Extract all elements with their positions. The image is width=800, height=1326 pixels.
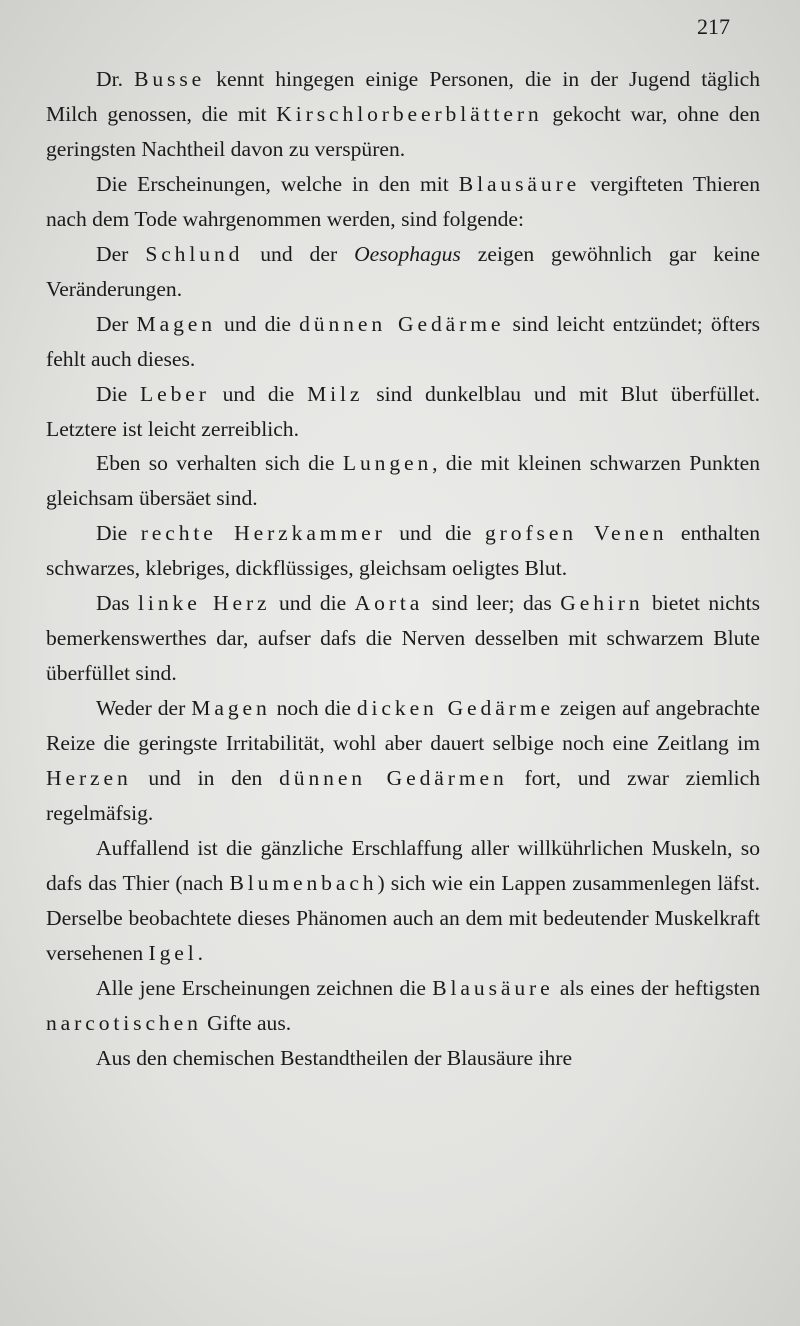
text-segment: zeigen auf angebrachte Reize die geringste Irritabilität, wohl aber dauert selbige noch eine Zeitlang im [46,696,760,756]
text-segment: bietet nichts bemerkenswerthes dar, aufser dafs die Nerven desselben mit schwarzem Blute überfüllet sind. [46,591,761,686]
text-segment: zeigen gewöhnlich gar keine Veränderungen. [46,241,760,301]
text-segment: und die [385,521,485,546]
text-segment: Eben so verhalten sich die [96,451,343,476]
emphasized-text: grofsen Venen [485,521,668,546]
paragraph [46,831,760,971]
text-segment: enthalten schwarzes, klebriges, dickflüssiges, gleichsam oeligtes Blut. [46,521,761,581]
paragraph [46,516,760,586]
emphasized-text: Kirschlorbeerblättern [276,101,543,126]
paragraph [46,62,760,167]
text-segment: Dr. [96,67,135,91]
text-segment: Die [96,521,141,546]
paragraph [46,237,760,307]
emphasized-text: Blausäure [432,975,554,1000]
text-segment: Der [96,311,137,336]
text-segment: Das [96,591,139,616]
text-segment: Aus den chemischen Bestandtheilen der Blausäure ihre [96,1045,573,1070]
emphasized-text: Busse [134,67,206,91]
text-segment: vergifteten Thieren nach dem Tode wahrgenommen werden, sind folgende: [46,171,760,231]
text-segment: Gifte aus. [201,1010,292,1035]
text-segment: sind leer; das [423,591,561,616]
text-segment: sind leicht entzündet; öfters fehlt auch dieses. [46,311,761,371]
text-segment: Die [96,381,141,406]
paragraph [46,586,760,691]
paragraph [46,446,760,516]
emphasized-text: Aorta [354,591,424,616]
text-segment: Die Erscheinungen, welche in den mit [96,171,459,196]
emphasized-text: Gehirn [560,591,644,616]
emphasized-text: Igel [148,940,198,965]
text-segment: , die mit kleinen schwarzen Punkten gleichsam übersäet sind. [46,451,761,511]
text-segment: als eines der heftigsten [553,975,760,1000]
emphasized-text: Magen [191,696,271,721]
text-segment: und die [270,591,355,616]
emphasized-text: Herzen [46,766,132,791]
emphasized-text: Schlund [145,241,244,266]
text-segment: und in den [131,766,280,791]
text-segment: Alle jene Erscheinungen zeichnen die [96,975,433,1000]
text-segment: ) sich wie ein Lappen zusammenlegen läfst. Derselbe beobachtete dieses Phänomen auch an dem mit bedeutender Muskelkraft versehenen [46,870,760,965]
emphasized-text: linke Herz [138,591,271,616]
emphasized-text: dicken Gedärme [356,696,554,721]
text-segment: und der [243,241,355,266]
text-segment: und die [215,311,300,336]
paragraph [46,167,760,237]
paragraph [46,971,760,1041]
emphasized-text: Blausäure [458,171,581,196]
text-segment: Weder der [96,696,192,721]
emphasized-text: Blumenbach [229,870,378,895]
paragraph [46,307,760,377]
body-text [46,62,760,1076]
text-segment: kennt hingegen einige Personen, die in der Jugend täglich Milch genossen, die mit [46,67,760,126]
text-segment: fort, und zwar ziemlich regelmäfsig. [46,766,761,826]
text-segment: sind dunkelblau und mit Blut überfüllet. Letztere ist leicht zerreiblich. [46,381,761,441]
text-segment: noch die [270,696,357,721]
text-segment: . [197,940,204,965]
italic-text: Oesophagus [354,241,461,266]
emphasized-text: rechte Herzkammer [140,521,386,546]
emphasized-text: Leber [140,381,210,406]
emphasized-text: Lungen [342,451,433,476]
emphasized-text: narcotischen [46,1010,202,1035]
text-segment: Auffallend ist die gänzliche Erschlaffung aller willkührlichen Muskeln, so dafs das Thier (nach [46,835,760,895]
emphasized-text: dünnen Gedärmen [279,766,508,791]
paragraph [46,1041,760,1076]
page-number: 217 [697,14,730,39]
paragraph [46,691,760,831]
emphasized-text: Milz [307,381,364,406]
emphasized-text: Magen [136,311,216,336]
paragraph [46,377,760,447]
text-segment: gekocht war, ohne den geringsten Nachtheil davon zu verspüren. [46,101,760,161]
emphasized-text: dünnen Gedärme [299,311,505,336]
text-segment: und die [209,381,308,406]
text-segment: Der [96,241,146,266]
